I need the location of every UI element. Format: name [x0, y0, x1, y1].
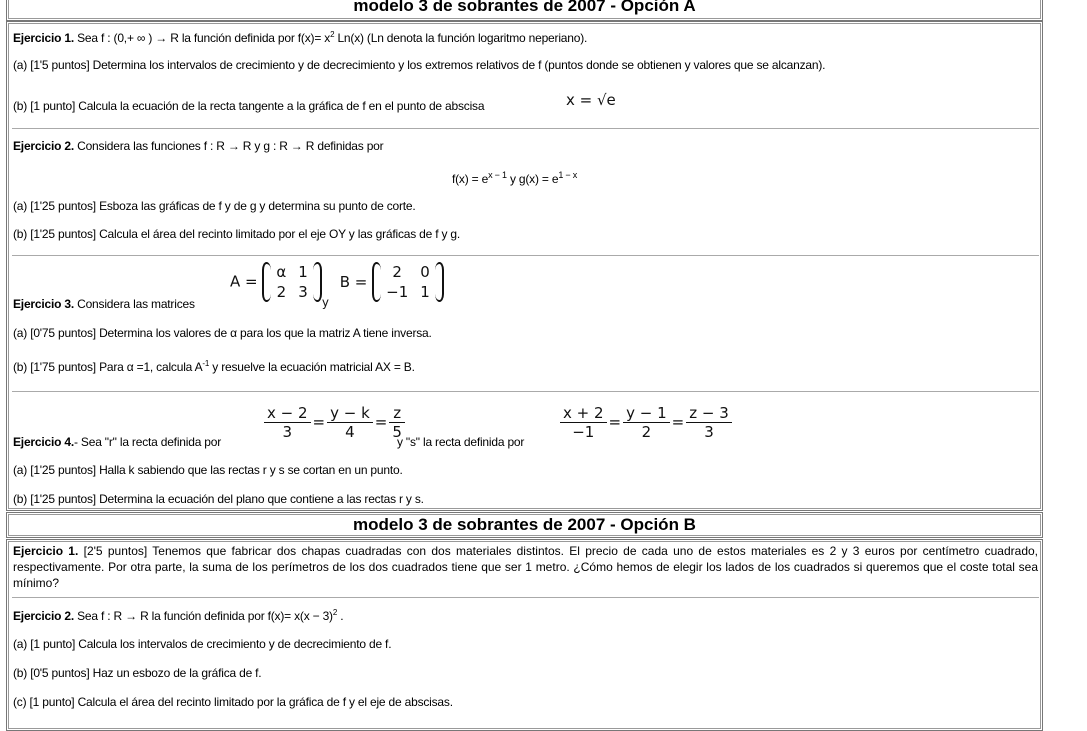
- b-ej2-a: (a) [1 punto] Calcula los intervalos de crecimiento y de decrecimiento de f.: [13, 637, 392, 651]
- ej1-a: (a) [1'5 puntos] Determina los intervalos de crecimiento y de decrecimiento y los extremos relativos de f (puntos donde se obtienen y valores que se alcanzan).: [13, 58, 826, 72]
- divider: [12, 255, 1039, 256]
- ej1-b-math: x = √e: [566, 91, 616, 109]
- ej4-statement: Ejercicio 4.- Sea "r" la recta definida por: [13, 435, 222, 449]
- ej2-a: (a) [1'25 puntos] Esboza las gráficas de f y de g y determina su punto de corte.: [13, 199, 416, 213]
- option-a-title: modelo 3 de sobrantes de 2007 - Opción A: [353, 0, 696, 15]
- option-b-title: modelo 3 de sobrantes de 2007 - Opción B: [353, 515, 696, 534]
- line-s-equation: $\frac{x + 2}{-1}$ = $\frac{y - 1}{2}$ = $\frac{z - 3}{3}$: [558, 404, 734, 441]
- ej4-a: (a) [1'25 puntos] Halla k sabiendo que las rectas r y s se cortan en un punto.: [13, 463, 403, 477]
- matrix-a: α 1 2 3: [262, 262, 321, 302]
- divider: [12, 597, 1039, 598]
- ej1-statement: Ejercicio 1. Sea f : (0,+ ∞ ) → R la función definida por $f(x)= x^2$ Ln(x) (Ln denota la función logaritmo neperiano).: [13, 30, 588, 45]
- divider: [12, 391, 1039, 392]
- b-ej2-b: (b) [0'5 puntos] Haz un esbozo de la gráfica de f.: [13, 666, 262, 680]
- ej2-b: (b) [1'25 puntos] Calcula el área del recinto limitado por el eje OY y las gráficas de f y g.: [13, 227, 461, 241]
- ej1-b: (b) [1 punto] Calcula la ecuación de la recta tangente a la gráfica de f en el punto de abscisa: [13, 99, 485, 113]
- ej3-b: (b) [1'75 puntos] Para α =1, calcula $A^{-1}$ y resuelve la ecuación matricial AX = B.: [13, 359, 415, 374]
- line-r-equation: $\frac{x - 2}{3}$ = $\frac{y - k}{4}$ = $\frac{z}{5}$: [262, 404, 407, 441]
- ej4-b: (b) [1'25 puntos] Determina la ecuación del plano que contiene a las rectas r y s.: [13, 492, 424, 506]
- b-ej1-statement: Ejercicio 1. [2'5 puntos] Tenemos que fabricar dos chapas cuadradas con dos materiales distintos. El precio de cada uno de estos materiales es 2 y 3 euros por centímetro cuadrado, respectivamente. Por otra parte, la suma de los perímetros de los dos cuadrados tiene que ser 1 metro. ¿Cómo hemos de elegir los lados de los cuadrados si queremos que el coste total sea mínimo?: [13, 544, 1038, 590]
- b-ej2-c: (c) [1 punto] Calcula el área del recinto limitado por la gráfica de f y el eje de abscisas.: [13, 695, 453, 709]
- matrices: A = α 1 2 3 $_y$ B = 2 0 −1 1: [230, 262, 444, 310]
- ej2-formula: $f(x) = e^{x - 1}$ y $g(x) = e^{1 - x}$: [452, 170, 578, 186]
- ej3-a: (a) [0'75 puntos] Determina los valores de α para los que la matriz A tiene inversa.: [13, 326, 432, 340]
- ej3-statement: Ejercicio 3. Considera las matrices: [13, 297, 195, 311]
- b-ej2-statement: Ejercicio 2. Sea f : R → R la función definida por $f(x)= x(x - 3)^2$ .: [13, 608, 344, 623]
- ej4-mid: y "s" la recta definida por: [397, 435, 525, 449]
- divider: [12, 128, 1039, 129]
- matrix-b: 2 0 −1 1: [372, 262, 444, 302]
- ej2-statement: Ejercicio 2. Considera las funciones f : R → R y g : R → R definidas por: [13, 139, 384, 153]
